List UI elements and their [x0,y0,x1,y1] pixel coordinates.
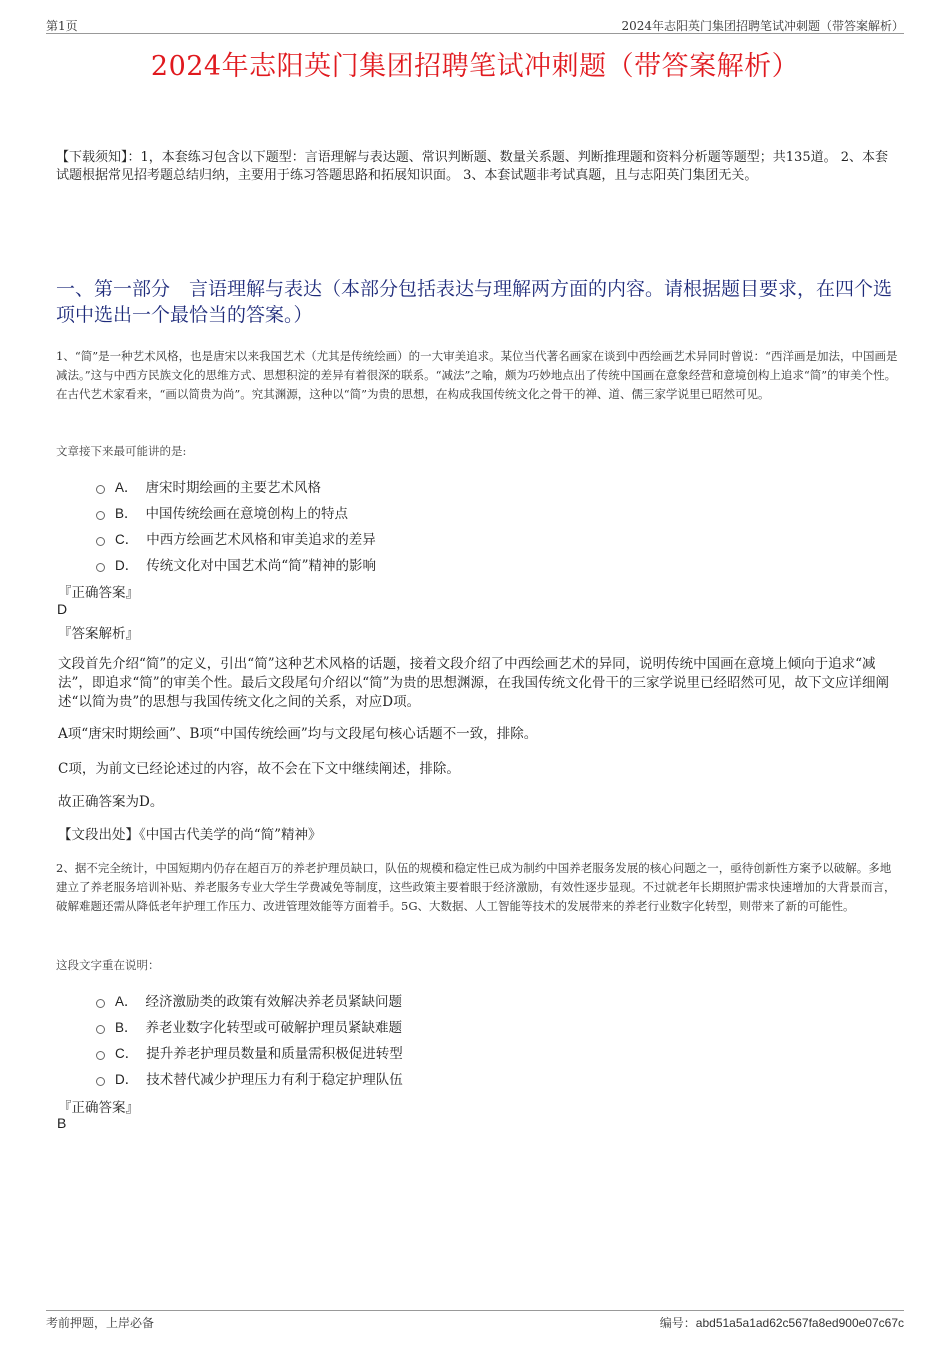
option-text: 中国传统绘画在意境创构上的特点 [145,506,349,522]
option-text: 唐宋时期绘画的主要艺术风格 [145,480,322,496]
analysis-label: 『答案解析』 [58,626,139,642]
option-letter: A． [115,994,138,1009]
option-text: 经济激励类的政策有效解决养老员紧缺问题 [145,994,403,1010]
page-number: 第1页 [46,19,78,33]
option-c[interactable] [96,525,376,551]
radio-icon[interactable] [96,537,105,546]
running-header-title: 2024年志阳英门集团招聘笔试冲刺题（带答案解析） [621,19,904,33]
document-code [660,1314,904,1331]
radio-icon[interactable] [96,485,105,494]
question-2-stem: 2、据不完全统计，中国短期内仍存在超百万的养老护理员缺口，队伍的规模和稳定性已成为制约中国养老服务发展的核心问题之一，亟待创新性方案予以破解。多地建立了养老服务培训补贴、养老服务专业大学生学费减免等制度，这些政策主要着眼于经济激励，有效性逐步显现。不过就老年长期照护需求快速增加的大背景而言，破解难题还需从降低老年护理工作压力、改进管理效能等方面着手。5G、大数据、人工智能等技术的发展带来的养老行业数字化转型，则带来了新的可能性。 [56,861,896,913]
correct-answer-label: 『正确答案』 [58,1100,139,1116]
correct-answer: D [57,601,68,617]
header-divider [46,33,904,34]
option-letter: A． [115,480,138,495]
option-a[interactable] [96,473,376,499]
footer-slogan: 考前押题，上岸必备 [46,1316,155,1330]
option-letter: C． [115,1046,139,1061]
option-text: 养老业数字化转型或可破解护理员紧缺难题 [145,1020,403,1036]
option-d[interactable] [96,551,376,577]
option-text: 中西方绘画艺术风格和审美追求的差异 [146,532,376,548]
option-letter: B． [115,506,138,521]
radio-icon[interactable] [96,999,105,1008]
question-2-options [96,987,403,1091]
question-1-stem: 1、“简”是一种艺术风格，也是唐宋以来我国艺术（尤其是传统绘画）的一大审美追求。某位当代著名画家在谈到中西绘画艺术异同时曾说：“西洋画是加法，中国画是减法。”这与中西方民族文化的思维方式、思想积淀的差异有着很深的联系。“减法”之喻，颇为巧妙地点出了传统中国画在意象经营和意境创构上追求“简”的审美个性。在古代艺术家看来，“画以简贵为尚”。究其渊源，这种以“简”为贵的思想，在构成我国传统文化之骨干的禅、道、儒三家学说里已昭然可见。 [56,349,898,401]
question-2-prompt: 这段文字重在说明： [56,958,160,972]
radio-icon[interactable] [96,1025,105,1034]
option-b[interactable] [96,1013,403,1039]
option-letter: D． [115,558,139,573]
option-d[interactable] [96,1065,403,1091]
option-letter: D． [115,1072,139,1087]
radio-icon[interactable] [96,1051,105,1060]
radio-icon[interactable] [96,1077,105,1086]
option-a[interactable] [96,987,403,1013]
document-title: 2024年志阳英门集团招聘笔试冲刺题（带答案解析） [150,51,800,82]
section-heading: 一、第一部分 言语理解与表达（本部分包括表达与理解两方面的内容。请根据题目要求，在四个选项中选出一个最恰当的答案。） [56,278,893,326]
document-code-label: 编号： [659,1316,696,1330]
correct-answer-label: 『正确答案』 [58,585,139,601]
analysis-paragraph: 文段首先介绍“简”的定义，引出“简”这种艺术风格的话题，接着文段介绍了中西绘画艺术的异同，说明传统中国画在意境上倾向于追求“减法”，即追求“简”的审美个性。最后文段尾句介绍以“简”为贵的思想渊源，在我国传统文化骨干的三家学说里已经昭然可见，故下文应详细阐述“以简为贵”的思想与我国传统文化之间的关系，对应D项。 [58,656,890,710]
radio-icon[interactable] [96,511,105,520]
option-letter: B． [115,1020,138,1035]
analysis-paragraph: A项“唐宋时期绘画”、B项“中国传统绘画”均与文段尾句核心话题不一致，排除。 [58,726,538,742]
option-b[interactable] [96,499,376,525]
correct-answer: B [57,1115,67,1131]
option-text: 传统文化对中国艺术尚“简”精神的影响 [146,558,377,574]
source-citation: 【文段出处】《中国古代美学的尚“简”精神》 [58,827,322,843]
option-text: 技术替代减少护理压力有利于稳定护理队伍 [146,1072,403,1088]
footer-divider [46,1310,904,1311]
option-text: 提升养老护理员数量和质量需积极促进转型 [146,1046,403,1062]
option-c[interactable] [96,1039,403,1065]
document-code-value: abd51a5a1ad62c567fa8ed900e07c67c [695,1316,904,1330]
question-1-prompt: 文章接下来最可能讲的是: [56,444,187,458]
analysis-paragraph: 故正确答案为D。 [58,794,164,810]
analysis-paragraph: C项，为前文已经论述过的内容，故不会在下文中继续阐述，排除。 [58,761,460,777]
option-letter: C． [115,532,139,547]
download-notice: 【下载须知】：1，本套练习包含以下题型：言语理解与表达题、常识判断题、数量关系题、判断推理题和资料分析题等题型；共135道。 2、本套试题根据常见招考题总结归纳，主要用于练习答题思路和拓展知识面。 3、本套试题非考试真题，且与志阳英门集团无关。 [56,150,888,183]
question-1-options [96,473,376,577]
radio-icon[interactable] [96,563,105,572]
